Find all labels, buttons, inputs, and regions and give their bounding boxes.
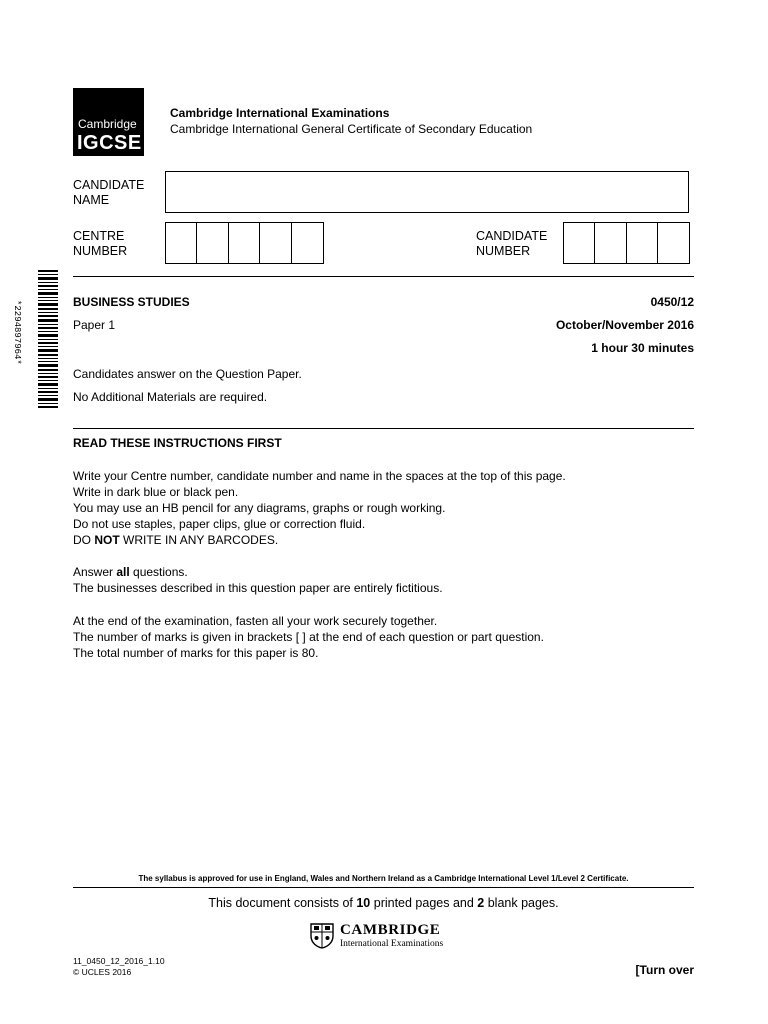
instructions-block-a [73,468,566,548]
candidate-number-cell[interactable] [564,223,595,263]
instruction-line-barcodes [73,532,566,548]
text-fragment: questions. [129,565,188,579]
logo-line-1: Cambridge [78,117,137,131]
exam-session: October/November 2016 [555,318,694,332]
candidate-number-cell[interactable] [627,223,658,263]
centre-number-cell[interactable] [166,223,197,263]
divider [73,428,694,429]
emphasis-not: NOT [94,533,120,547]
text-fragment: This document consists of [208,896,357,910]
answer-note: Candidates answer on the Question Paper. [73,367,302,381]
divider [73,276,694,277]
logo-line-2: IGCSE [77,132,142,154]
turn-over: [Turn over [635,963,694,977]
instruction-line: The businesses described in this question paper are entirely fictitious. [73,581,443,595]
instruction-line: Write in dark blue or black pen. [73,485,239,499]
subject-title: BUSINESS STUDIES [73,295,190,309]
cambridge-wordmark: CAMBRIDGE [340,922,441,938]
centre-number-cell[interactable] [229,223,260,263]
doc-code: 11_0450_12_2016_1.10 [73,956,165,966]
candidate-number-cell[interactable] [595,223,626,263]
text-fragment: printed pages and [370,896,478,910]
instruction-line-answer [73,564,443,580]
candidate-name-label-line1: CANDIDATE [73,178,145,192]
text-fragment: Answer [73,565,117,579]
qualification: Cambridge International General Certificate of Secondary Education [170,122,533,136]
shield-icon [310,923,334,949]
instruction-line: The number of marks is given in brackets [ ] at the end of each question or part question. [73,630,544,644]
exam-duration: 1 hour 30 minutes [591,341,694,355]
emphasis-all: all [116,565,130,579]
cambridge-subtitle: International Examinations [340,939,444,949]
materials-note: No Additional Materials are required. [73,390,268,404]
instruction-line: At the end of the examination, fasten all your work securely together. [73,614,438,628]
instruction-line: Write your Centre number, candidate number and name in the spaces at the top of this page. [73,469,566,483]
candidate-name-field[interactable] [165,171,689,213]
document-code [73,956,165,978]
centre-number-cell[interactable] [197,223,228,263]
centre-number-label-line1: CENTRE [73,229,125,243]
syllabus-code: 0450/12 [650,295,694,309]
instruction-line: The total number of marks for this paper is 80. [73,646,319,660]
instruction-line: Do not use staples, paper clips, glue or correction fluid. [73,517,366,531]
copyright: © UCLES 2016 [73,967,132,977]
paper-number: Paper 1 [73,318,116,332]
printed-pages-count: 10 [356,896,371,910]
blank-pages-count: 2 [477,896,485,910]
divider [73,887,694,888]
candidate-number-field[interactable] [563,222,690,264]
centre-number-field[interactable] [165,222,324,264]
instruction-line: You may use an HB pencil for any diagrams, graphs or rough working. [73,501,446,515]
text-fragment: blank pages. [484,896,559,910]
cambridge-logo [310,922,460,952]
candidate-number-label [476,229,547,259]
instructions-block-c [73,613,544,661]
cambridge-igcse-logo [73,88,144,156]
centre-number-cell[interactable] [260,223,291,263]
instructions-block-b [73,564,443,596]
centre-number-label [73,229,127,259]
barcode-number: *2294897964* [12,300,22,365]
candidate-number-cell[interactable] [658,223,689,263]
candidate-name-label [73,178,144,208]
syllabus-note: The syllabus is approved for use in England, Wales and Northern Ireland as a Cambridge International Level 1/Level 2 Certificate. [138,874,629,883]
candidate-number-label-line1: CANDIDATE [476,229,548,243]
page-count [73,896,694,910]
text-fragment: WRITE IN ANY BARCODES. [119,533,279,547]
instructions-heading: READ THESE INSTRUCTIONS FIRST [73,436,282,450]
centre-number-cell[interactable] [292,223,323,263]
candidate-number-label-line2: NUMBER [476,244,531,258]
text-fragment: DO [73,533,95,547]
candidate-name-label-line2: NAME [73,193,110,207]
barcode [38,270,58,410]
centre-number-label-line2: NUMBER [73,244,128,258]
exam-board: Cambridge International Examinations [170,106,390,120]
